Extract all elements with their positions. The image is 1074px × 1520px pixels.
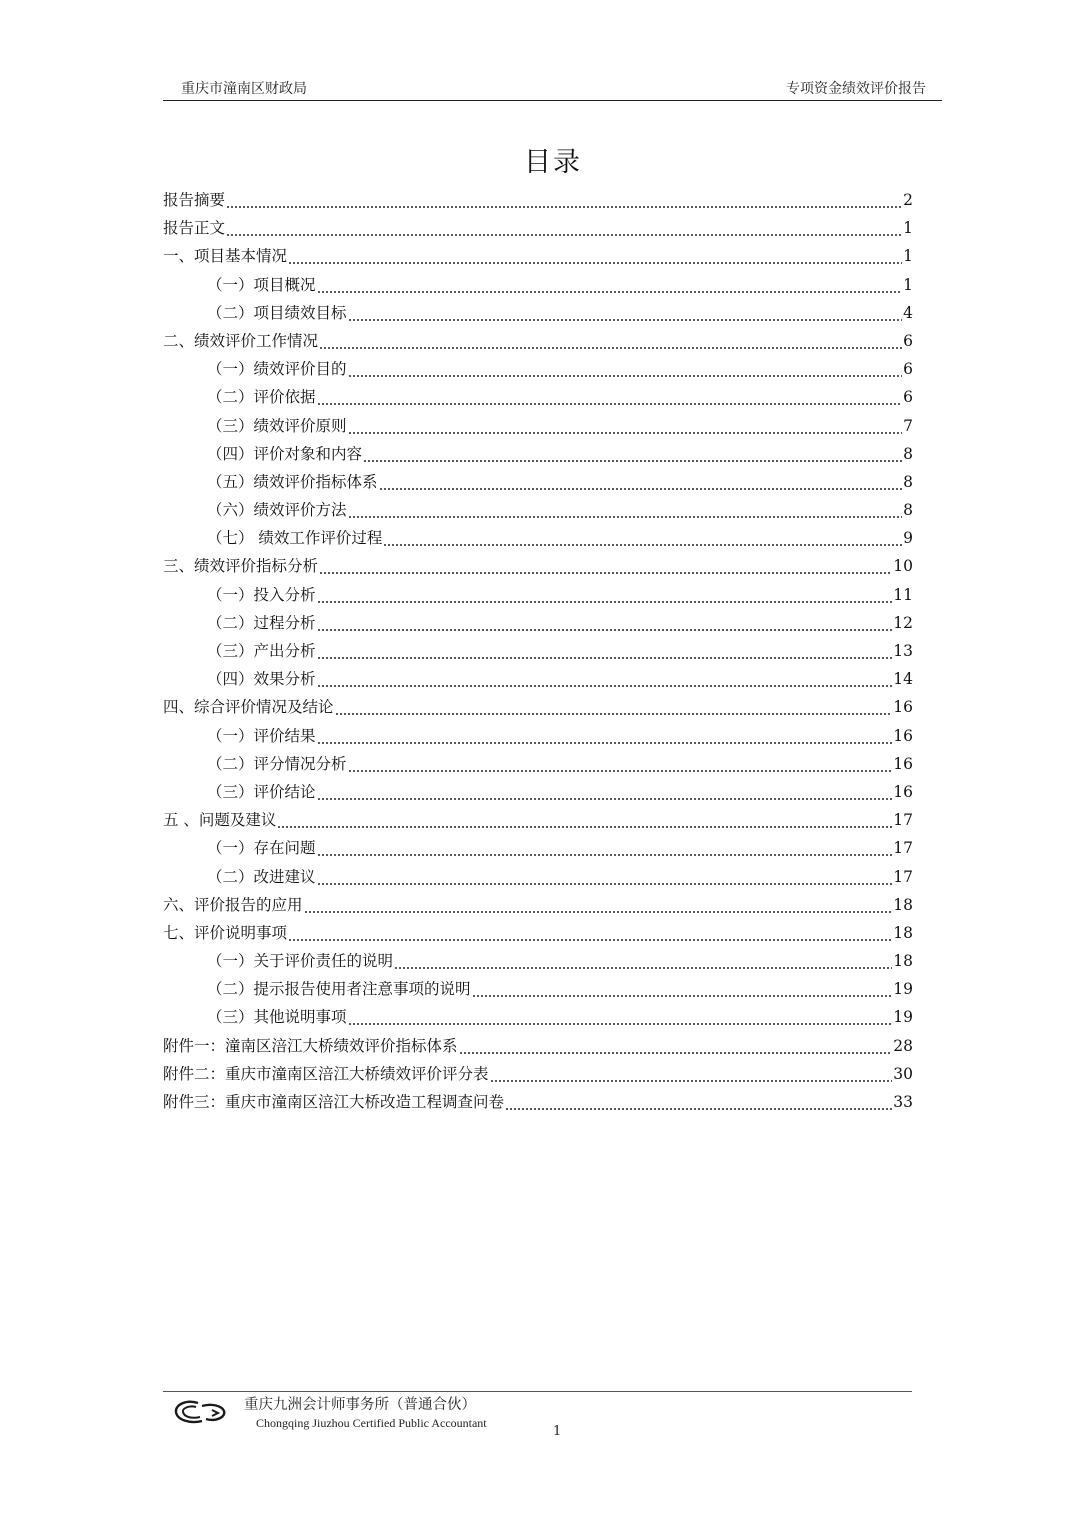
header-left-text: 重庆市潼南区财政局 [181,81,307,97]
toc-leader-dots [335,693,893,721]
table-of-contents [163,186,913,1116]
toc-entry-label: （一）投入分析 [207,585,316,604]
toc-entry-page: 28 [893,1036,913,1055]
toc-entry-label: （六）绩效评价方法 [207,501,347,520]
toc-leader-dots [226,214,902,242]
toc-entry[interactable] [163,327,913,355]
toc-entry-page: 6 [903,388,913,407]
toc-entry[interactable] [163,468,913,496]
toc-leader-dots [505,1088,892,1116]
toc-entry[interactable] [163,778,913,806]
toc-entry-label: 二、绩效评价工作情况 [163,331,319,350]
toc-entry-label: （二）过程分析 [207,613,316,632]
toc-entry-page: 8 [903,501,913,520]
footer-firm-name-en: Chongqing Jiuzhou Certified Public Accountant [256,1416,487,1430]
toc-leader-dots [394,947,892,975]
toc-entry-label: 七、评价说明事项 [163,923,288,942]
toc-leader-dots [317,581,893,609]
page-title: 目录 [524,147,582,178]
toc-entry-label: 附件二：重庆市潼南区涪江大桥绩效评价评分表 [163,1064,489,1083]
toc-entry-label: （一）绩效评价目的 [207,360,347,379]
toc-entry[interactable] [163,524,913,552]
toc-entry-page: 7 [903,416,913,435]
header-right-text: 专项资金绩效评价报告 [786,81,926,97]
toc-entry[interactable] [163,693,913,721]
toc-entry-label: （二）评分情况分析 [207,754,347,773]
firm-logo-icon [172,1397,230,1427]
toc-entry[interactable] [163,863,913,891]
toc-entry[interactable] [163,1060,913,1088]
toc-entry-label: （二）改进建议 [207,867,316,886]
toc-leader-dots [348,412,903,440]
toc-entry-page: 2 [903,191,913,209]
toc-leader-dots [277,806,892,834]
toc-leader-dots [348,299,903,327]
toc-entry-page: 1 [903,247,913,266]
toc-entry[interactable] [163,496,913,524]
toc-leader-dots [319,552,892,580]
toc-entry-page: 14 [893,670,913,689]
toc-entry-label: （三）绩效评价原则 [207,416,347,435]
toc-entry-page: 9 [903,529,913,548]
toc-entry-page: 4 [903,303,913,322]
toc-entry[interactable] [163,1088,913,1116]
toc-entry-page: 19 [893,1008,913,1027]
toc-entry-label: （一）关于评价责任的说明 [207,952,394,971]
toc-entry[interactable] [163,552,913,580]
toc-leader-dots [317,383,903,411]
toc-entry[interactable] [163,806,913,834]
page-header [163,76,942,101]
toc-entry-page: 16 [893,726,913,745]
toc-entry[interactable] [163,355,913,383]
toc-entry-label: （四）效果分析 [207,670,316,689]
toc-leader-dots [472,975,893,1003]
toc-leader-dots [348,496,903,524]
toc-entry[interactable] [163,271,913,299]
toc-leader-dots [490,1060,893,1088]
toc-entry-page: 1 [903,219,913,238]
toc-entry-label: （一）存在问题 [207,839,316,858]
toc-entry-page: 17 [893,811,913,830]
toc-leader-dots [288,919,892,947]
toc-entry[interactable] [163,299,913,327]
toc-leader-dots [288,242,902,270]
toc-entry-page: 16 [893,782,913,801]
toc-leader-dots [459,1032,893,1060]
toc-leader-dots [317,637,893,665]
toc-entry-page: 17 [893,867,913,886]
toc-leader-dots [317,834,893,862]
toc-entry[interactable] [163,665,913,693]
toc-entry-label: 报告摘要 [163,191,226,209]
toc-entry[interactable] [163,1032,913,1060]
toc-leader-dots [317,722,893,750]
toc-entry-label: （二）项目绩效目标 [207,303,347,322]
toc-entry[interactable] [163,581,913,609]
toc-entry-label: （五）绩效评价指标体系 [207,472,378,491]
toc-entry[interactable] [163,214,913,242]
toc-leader-dots [317,665,893,693]
toc-entry[interactable] [163,383,913,411]
page-number: 1 [553,1424,562,1439]
toc-entry-label: 六、评价报告的应用 [163,895,303,914]
toc-entry-label: （三）产出分析 [207,642,316,660]
toc-entry-page: 13 [893,642,913,660]
toc-entry[interactable] [163,242,913,270]
toc-entry-page: 17 [893,839,913,858]
toc-entry-label: （二）评价依据 [207,388,316,407]
toc-entry-label: 附件三：重庆市潼南区涪江大桥改造工程调查问卷 [163,1093,505,1111]
toc-entry-page: 30 [893,1064,913,1083]
toc-leader-dots [317,778,893,806]
toc-entry[interactable] [163,834,913,862]
toc-leader-dots [304,891,893,919]
toc-entry[interactable] [163,609,913,637]
toc-entry-page: 16 [893,698,913,717]
toc-leader-dots [348,355,903,383]
toc-entry-label: （二）提示报告使用者注意事项的说明 [207,980,471,999]
toc-entry[interactable] [163,186,913,214]
toc-entry-label: 一、项目基本情况 [163,247,288,266]
toc-leader-dots [379,468,903,496]
toc-leader-dots [363,440,902,468]
toc-leader-dots [226,186,902,214]
toc-entry[interactable] [163,891,913,919]
toc-entry-label: 附件一：潼南区涪江大桥绩效评价指标体系 [163,1036,458,1055]
toc-entry-page: 16 [893,754,913,773]
toc-entry[interactable] [163,440,913,468]
toc-entry-label: （一）项目概况 [207,275,316,294]
toc-entry[interactable] [163,975,913,1003]
toc-entry[interactable] [163,947,913,975]
toc-entry[interactable] [163,637,913,665]
toc-leader-dots [317,863,893,891]
toc-entry-page: 18 [893,952,913,971]
toc-entry[interactable] [163,1003,913,1031]
toc-entry[interactable] [163,750,913,778]
toc-entry-label: 三、绩效评价指标分析 [163,557,319,576]
footer-divider [163,1391,912,1392]
toc-entry-page: 8 [903,444,913,463]
toc-entry-page: 33 [893,1093,913,1111]
toc-entry-page: 18 [893,895,913,914]
toc-entry-label: （一）评价结果 [207,726,316,745]
toc-leader-dots [383,524,902,552]
toc-leader-dots [317,609,893,637]
toc-entry-label: 五 、问题及建议 [163,811,277,830]
toc-leader-dots [319,327,902,355]
toc-entry-label: （七） 绩效工作评价过程 [207,529,383,548]
toc-entry-page: 18 [893,923,913,942]
toc-entry-page: 11 [893,585,913,604]
toc-entry[interactable] [163,919,913,947]
toc-entry-page: 12 [893,613,913,632]
toc-entry-label: 四、综合评价情况及结论 [163,698,334,717]
toc-entry-label: （四）评价对象和内容 [207,444,363,463]
toc-entry-page: 6 [903,331,913,350]
toc-entry-page: 6 [903,360,913,379]
toc-leader-dots [348,1003,893,1031]
toc-entry-label: （三）评价结论 [207,782,316,801]
toc-entry-page: 1 [903,275,913,294]
toc-entry-label: （三）其他说明事项 [207,1008,347,1027]
toc-entry-page: 8 [903,472,913,491]
toc-entry[interactable] [163,412,913,440]
footer-firm-name-cn: 重庆九洲会计师事务所（普通合伙） [244,1397,476,1413]
toc-leader-dots [348,750,893,778]
toc-entry-page: 19 [893,980,913,999]
toc-entry[interactable] [163,722,913,750]
toc-entry-label: 报告正文 [163,219,226,238]
toc-entry-page: 10 [893,557,913,576]
toc-leader-dots [317,271,903,299]
